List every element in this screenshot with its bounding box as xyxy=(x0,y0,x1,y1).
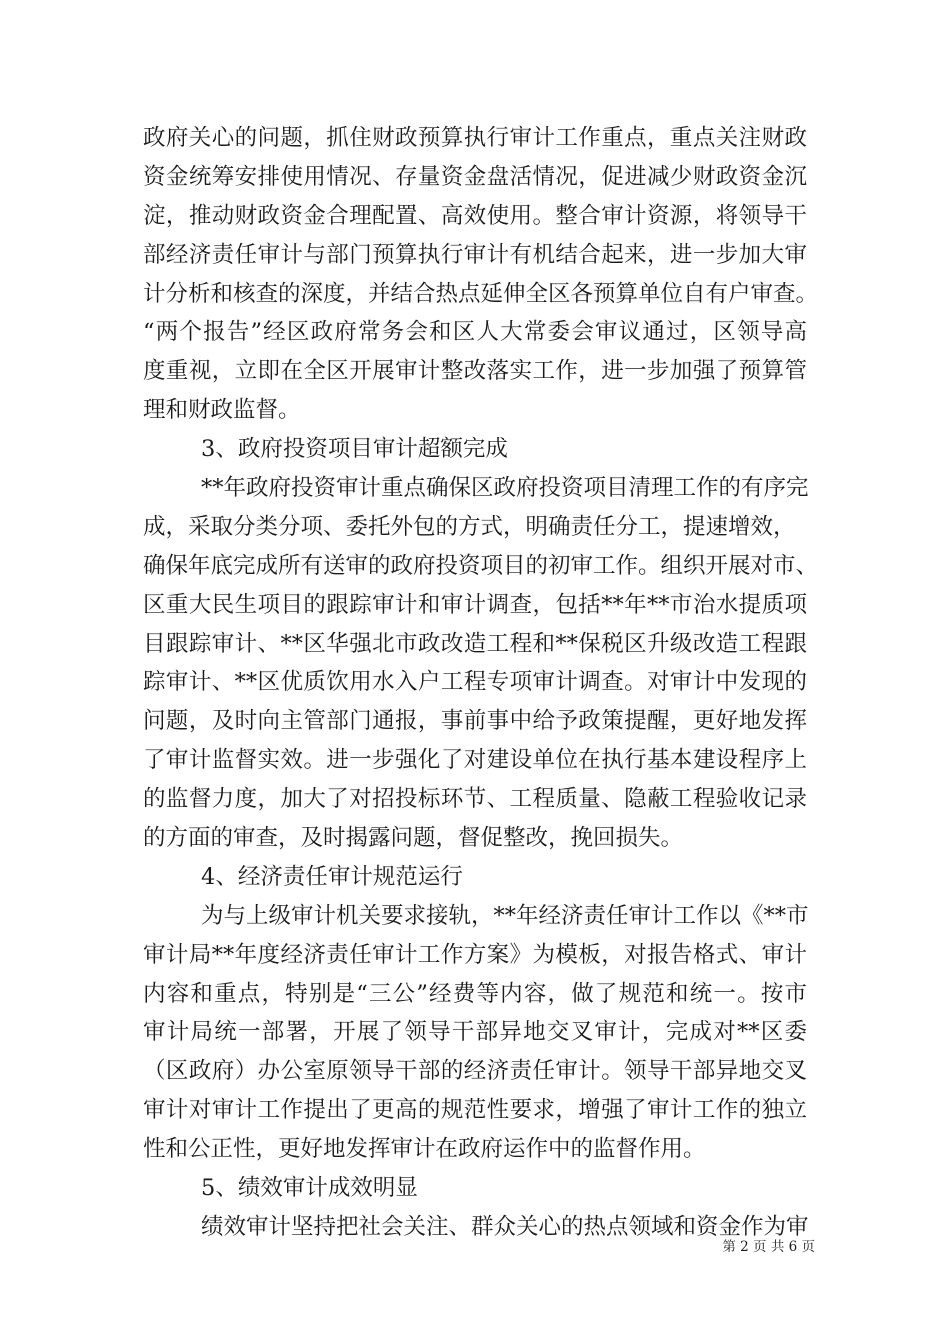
text-line: 资金统筹安排使用情况、存量资金盘活情况，促进减少财政资金沉 xyxy=(143,163,807,190)
text-line: 政府关心的问题，抓住财政预算执行审计工作重点，重点关注财政 xyxy=(143,125,807,151)
text-line: “两个报告”经区政府常务会和区人大常委会审议通过，区领导高 xyxy=(143,319,807,346)
text-line: 3、政府投资项目审计超额完成 xyxy=(201,436,508,463)
page-number: 第 2 页 共 6 页 xyxy=(722,1239,815,1255)
text-line: 为与上级审计机关要求接轨，**年经济责任审计工作以《**市 xyxy=(201,902,809,929)
text-line: 度重视，立即在全区开展审计整改落实工作，进一步加强了预算管 xyxy=(143,358,807,385)
text-line: **年政府投资审计重点确保区政府投资项目清理工作的有序完 xyxy=(201,475,809,502)
text-line: 踪审计、**区优质饮用水入户工程专项审计调查。对审计中发现的 xyxy=(143,669,807,696)
text-line: 部经济责任审计与部门预算执行审计有机结合起来，进一步加大审 xyxy=(143,241,807,268)
text-line: 的监督力度，加大了对招投标环节、工程质量、隐蔽工程验收记录 xyxy=(143,786,807,813)
text-line: 淀，推动财政资金合理配置、高效使用。整合审计资源，将领导干 xyxy=(143,202,807,229)
text-line: 性和公正性，更好地发挥审计在政府运作中的监督作用。 xyxy=(143,1136,706,1163)
text-line: 目跟踪审计、**区华强北市政改造工程和**保税区升级改造工程跟 xyxy=(143,630,807,657)
text-line: 理和财政监督。 xyxy=(143,397,301,424)
text-line: 绩效审计坚持把社会关注、群众关心的热点领域和资金作为审 xyxy=(201,1213,809,1240)
text-line: 问题，及时向主管部门通报，事前事中给予政策提醒，更好地发挥 xyxy=(143,708,807,735)
text-line: 计分析和核查的深度，并结合热点延伸全区各预算单位自有户审查。 xyxy=(143,280,819,307)
text-line: 内容和重点，特别是“三公”经费等内容，做了规范和统一。按市 xyxy=(143,980,807,1007)
text-line: 成，采取分类分项、委托外包的方式，明确责任分工，提速增效， xyxy=(143,513,796,540)
text-line: 审计局**年度经济责任审计工作方案》为模板，对报告格式、审计 xyxy=(143,941,807,968)
text-line: 5、绩效审计成效明显 xyxy=(201,1175,418,1202)
text-line: （区政府）办公室原领导干部的经济责任审计。领导干部异地交叉 xyxy=(143,1058,807,1085)
text-line: 确保年底完成所有送审的政府投资项目的初审工作。组织开展对市、 xyxy=(143,552,819,579)
text-line: 了审计监督实效。进一步强化了对建设单位在执行基本建设程序上 xyxy=(143,747,807,774)
text-line: 4、经济责任审计规范运行 xyxy=(201,863,463,890)
text-line: 的方面的审查，及时揭露问题，督促整改，挽回损失。 xyxy=(143,825,684,852)
text-line: 审计局统一部署，开展了领导干部异地交叉审计，完成对**区委 xyxy=(143,1019,807,1046)
text-line: 审计对审计工作提出了更高的规范性要求，增强了审计工作的独立 xyxy=(143,1097,807,1124)
text-line: 区重大民生项目的跟踪审计和审计调查，包括**年**市治水提质项 xyxy=(143,591,807,618)
